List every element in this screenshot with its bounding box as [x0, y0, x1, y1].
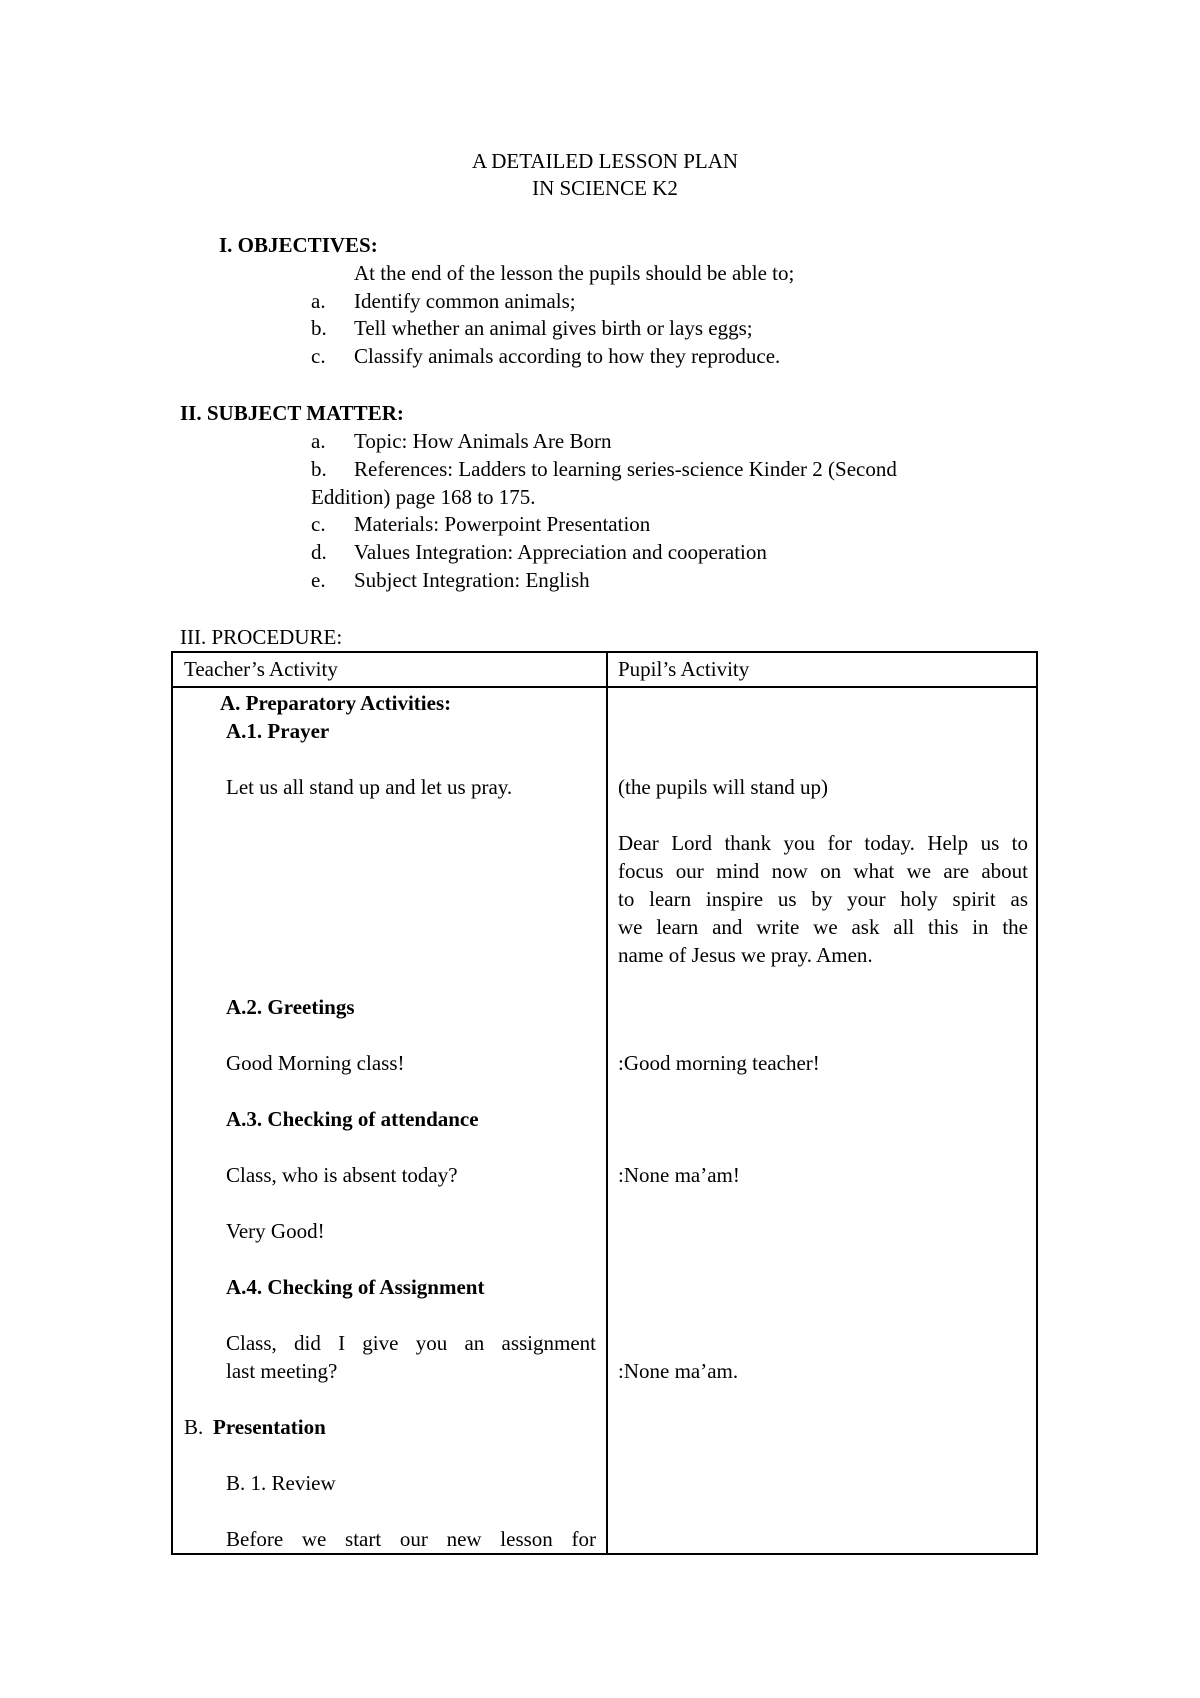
pupil-greeting-reply: :Good morning teacher! [618, 1051, 820, 1075]
presentation-heading: Presentation [213, 1415, 326, 1439]
objectives-heading: I. OBJECTIVES: [219, 233, 378, 257]
preparatory-heading: A. Preparatory Activities: [220, 691, 452, 715]
subject-item-continuation: Eddition) page 168 to 175. [311, 485, 536, 509]
column-header-teacher: Teacher’s Activity [184, 657, 338, 681]
pupil-prayer-line: focus our mind now on what we are about [618, 859, 1028, 883]
objective-marker: a. [311, 289, 326, 313]
objective-item: Classify animals according to how they reproduce. [354, 344, 781, 368]
subject-item: Topic: How Animals Are Born [354, 429, 612, 453]
header-divider [173, 686, 1036, 688]
subject-marker: d. [311, 540, 327, 564]
subject-item: Materials: Powerpoint Presentation [354, 512, 651, 536]
subject-marker: e. [311, 568, 326, 592]
objective-marker: c. [311, 344, 326, 368]
assignment-heading: A.4. Checking of Assignment [226, 1275, 485, 1299]
subject-matter-heading: II. SUBJECT MATTER: [180, 401, 404, 425]
prayer-heading: A.1. Prayer [226, 719, 330, 743]
subject-marker: a. [311, 429, 326, 453]
subject-item: References: Ladders to learning series-science Kinder 2 (Second [354, 457, 897, 481]
procedure-table [171, 651, 1038, 1555]
objective-marker: b. [311, 316, 327, 340]
assignment-question-cont: last meeting? [226, 1359, 338, 1383]
pupil-assignment-reply: :None ma’am. [618, 1359, 739, 1383]
presentation-marker: B. [184, 1415, 204, 1439]
subject-item: Values Integration: Appreciation and cooperation [354, 540, 767, 564]
pupil-prayer-line: name of Jesus we pray. Amen. [618, 943, 873, 967]
subject-marker: b. [311, 457, 327, 481]
review-text: Before we start our new lesson for [226, 1527, 596, 1551]
column-header-pupil: Pupil’s Activity [618, 657, 750, 681]
objective-item: Tell whether an animal gives birth or lays eggs; [354, 316, 753, 340]
review-heading: B. 1. Review [226, 1471, 336, 1495]
subject-item: Subject Integration: English [354, 568, 590, 592]
objective-item: Identify common animals; [354, 289, 576, 313]
pupil-prayer-line: Dear Lord thank you for today. Help us to [618, 831, 1028, 855]
attendance-question: Class, who is absent today? [226, 1163, 458, 1187]
column-divider [606, 653, 608, 1553]
procedure-heading: III. PROCEDURE: [180, 625, 343, 649]
objectives-intro: At the end of the lesson the pupils should be able to; [354, 261, 795, 285]
doc-title-line1: A DETAILED LESSON PLAN [471, 149, 739, 173]
pupil-prayer-line: to learn inspire us by your holy spirit as [618, 887, 1028, 911]
subject-marker: c. [311, 512, 326, 536]
pupil-attendance-reply: :None ma’am! [618, 1163, 740, 1187]
greetings-text: Good Morning class! [226, 1051, 405, 1075]
doc-title-line2: IN SCIENCE K2 [532, 176, 678, 200]
pupil-prayer-line: we learn and write we ask all this in the [618, 915, 1028, 939]
pupil-stand-response: (the pupils will stand up) [618, 775, 828, 799]
prayer-instruction: Let us all stand up and let us pray. [226, 775, 513, 799]
attendance-heading: A.3. Checking of attendance [226, 1107, 479, 1131]
attendance-praise: Very Good! [226, 1219, 325, 1243]
greetings-heading: A.2. Greetings [226, 995, 355, 1019]
assignment-question: Class, did I give you an assignment [226, 1331, 596, 1355]
